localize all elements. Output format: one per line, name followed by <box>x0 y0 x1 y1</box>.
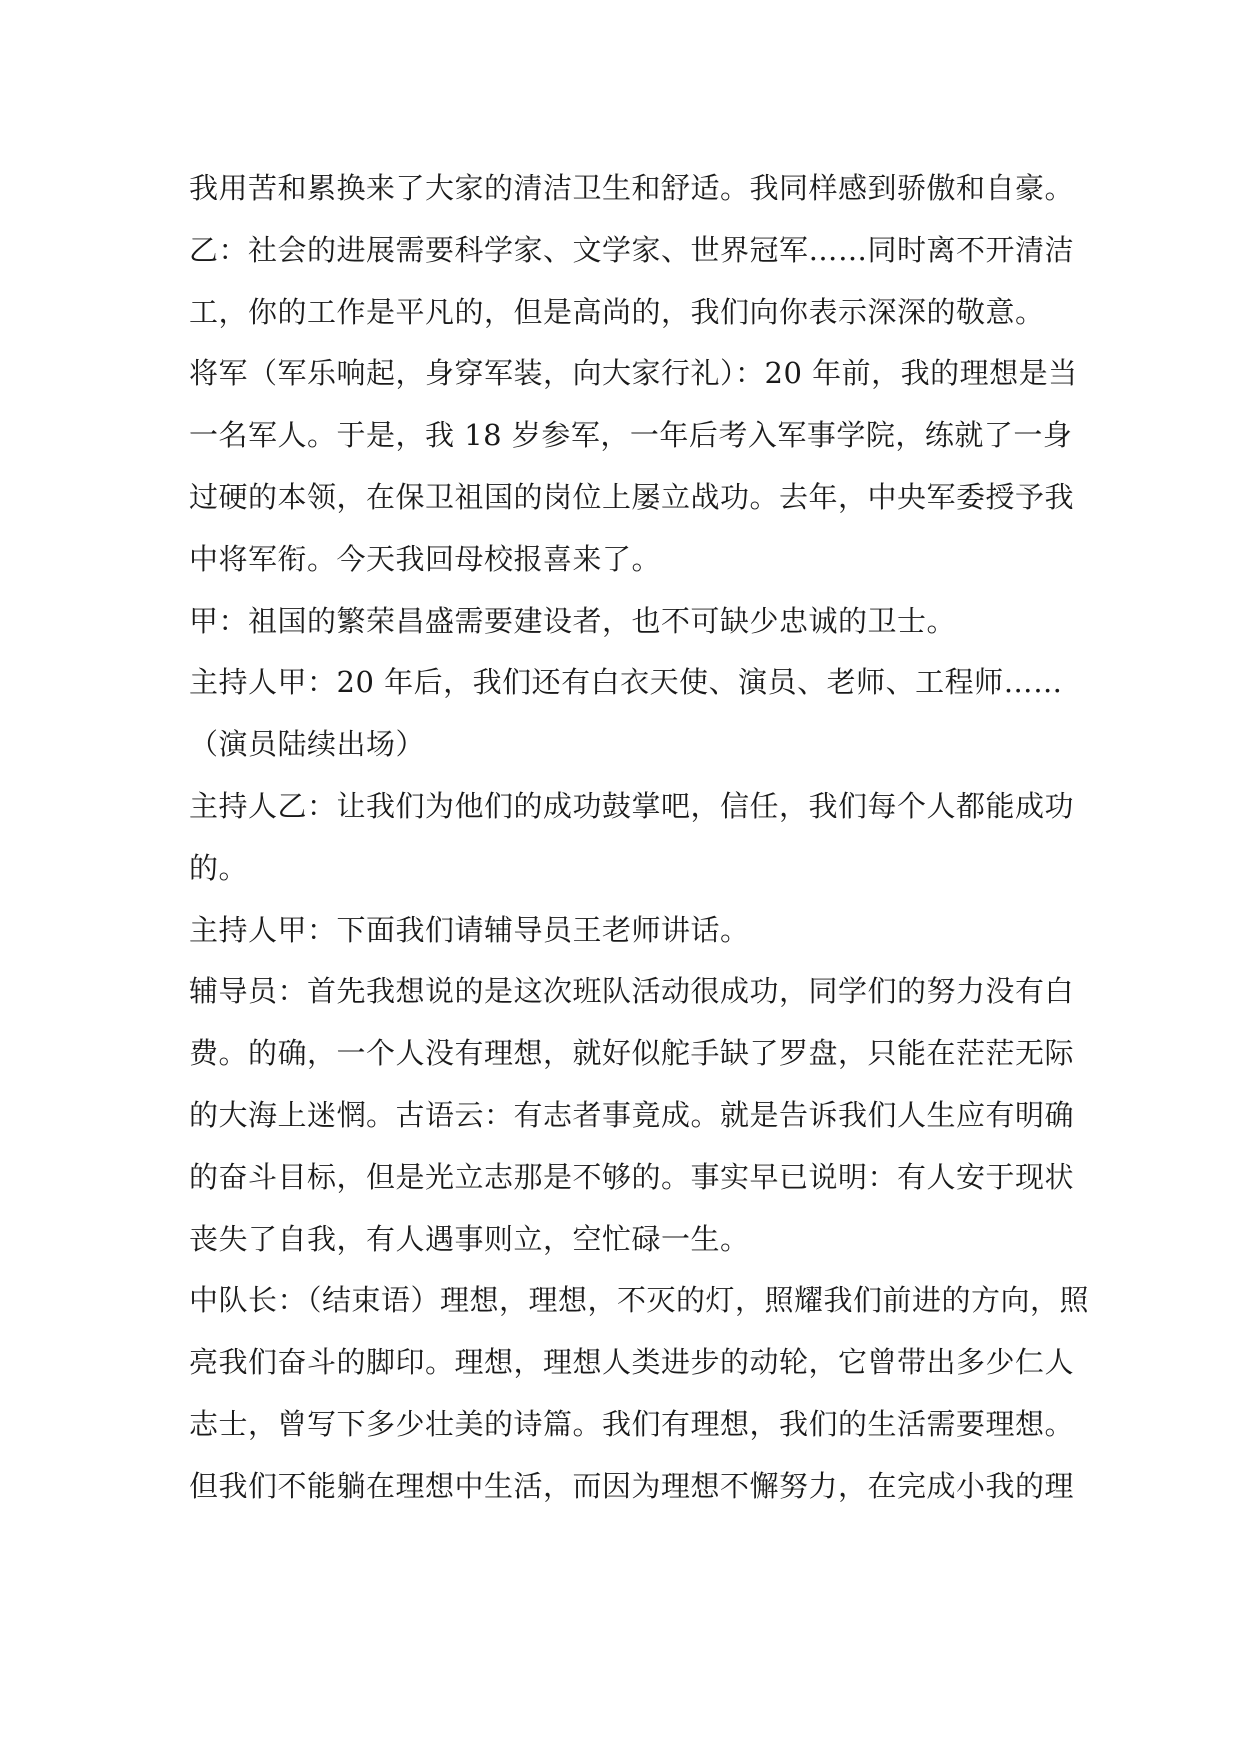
text-line-3: 工，你的工作是平凡的，但是高尚的，我们向你表示深深的敬意。 <box>189 294 1045 329</box>
text-line-22: 但我们不能躺在理想中生活，而因为理想不懈努力，在完成小我的理 <box>189 1468 1075 1503</box>
text-line-7: 中将军衔。今天我回母校报喜来了。 <box>189 541 662 576</box>
text-line-17: 的奋斗目标，但是光立志那是不够的。事实早已说明：有人安于现状 <box>189 1159 1075 1194</box>
text-line-15: 费。的确，一个人没有理想，就好似舵手缺了罗盘，只能在茫茫无际 <box>189 1036 1075 1071</box>
text-line-14: 辅导员：首先我想说的是这次班队活动很成功，同学们的努力没有白 <box>189 974 1075 1009</box>
text-line-6: 过硬的本领，在保卫祖国的岗位上屡立战功。去年，中央军委授予我 <box>189 479 1075 514</box>
text-line-16: 的大海上迷惘。古语云：有志者事竟成。就是告诉我们人生应有明确 <box>189 1097 1075 1132</box>
text-line-2: 乙：社会的进展需要科学家、文学家、世界冠军……同时离不开清洁 <box>189 232 1075 267</box>
text-line-1: 我用苦和累换来了大家的清洁卫生和舒适。我同样感到骄傲和自豪。 <box>189 171 1075 205</box>
text-line-12: 的。 <box>189 850 249 885</box>
text-line-9: 主持人甲：20 年后，我们还有白衣天使、演员、老师、工程师…… <box>189 665 1063 700</box>
text-line-19: 中队长：（结束语）理想，理想，不灭的灯，照耀我们前进的方向，照 <box>189 1283 1090 1318</box>
text-line-11: 主持人乙：让我们为他们的成功鼓掌吧，信任，我们每个人都能成功 <box>189 788 1075 823</box>
text-line-20: 亮我们奋斗的脚印。理想，理想人类进步的动轮，它曾带出多少仁人 <box>189 1345 1075 1380</box>
text-line-10: （演员陆续出场） <box>189 727 426 762</box>
text-line-5: 一名军人。于是，我 18 岁参军，一年后考入军事学院，练就了一身 <box>189 418 1073 453</box>
body-text <box>189 158 1090 1518</box>
text-line-21: 志士，曾写下多少壮美的诗篇。我们有理想，我们的生活需要理想。 <box>189 1406 1075 1441</box>
text-line-13: 主持人甲：下面我们请辅导员王老师讲话。 <box>189 912 750 947</box>
text-line-8: 甲：祖国的繁荣昌盛需要建设者，也不可缺少忠诚的卫士。 <box>189 603 957 638</box>
text-line-4: 将军（军乐响起，身穿军装，向大家行礼）：20 年前，我的理想是当 <box>189 356 1078 391</box>
text-line-18: 丧失了自我，有人遇事则立，空忙碌一生。 <box>189 1221 750 1256</box>
